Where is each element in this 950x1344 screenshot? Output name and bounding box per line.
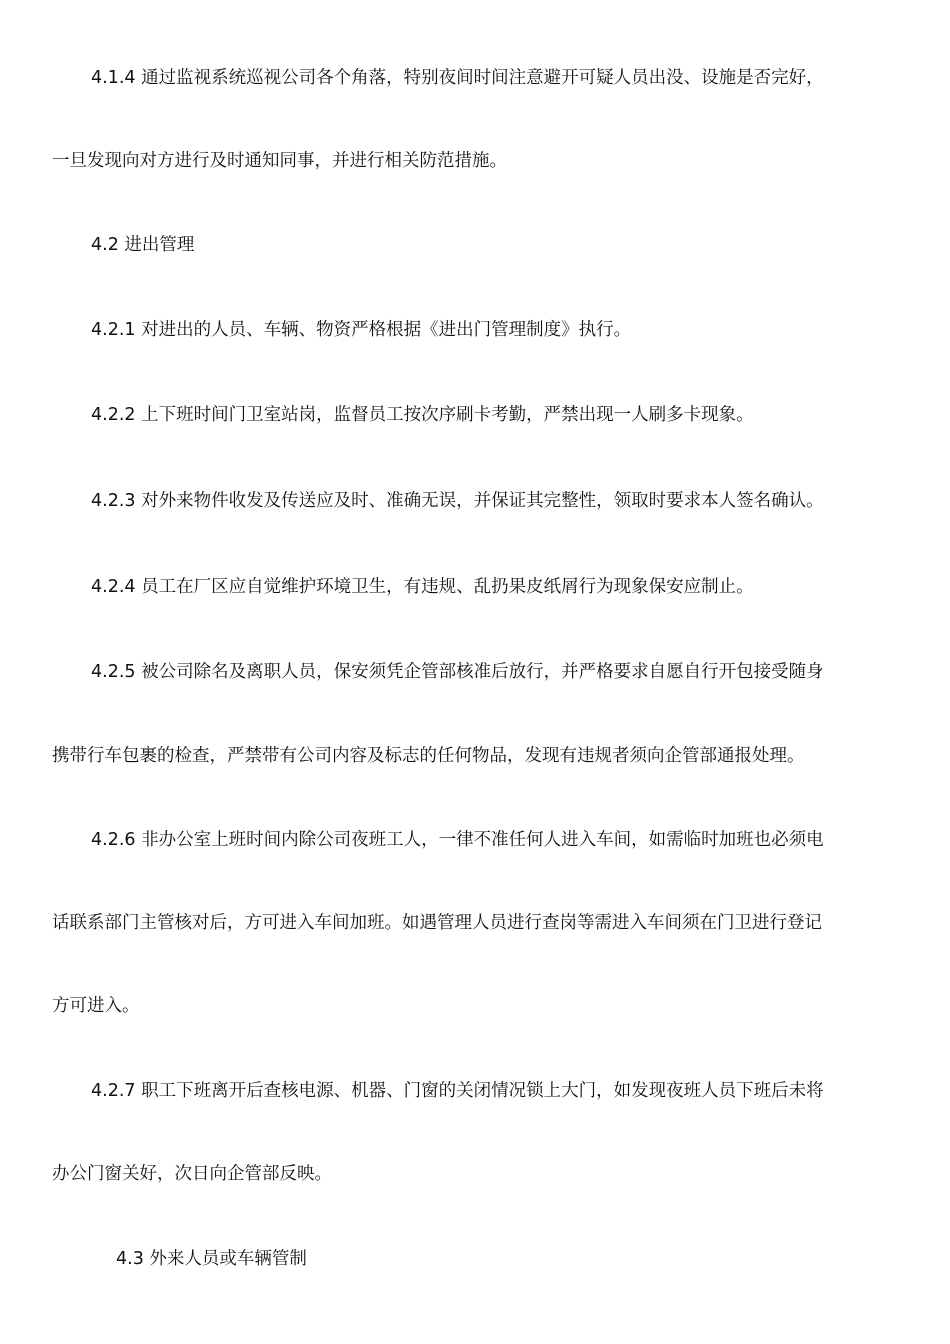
- paragraph-4-2-5-line-2: 携带行车包裹的检查，严禁带有公司内容及标志的任何物品，发现有违规者须向企管部通报处理。: [52, 746, 805, 766]
- paragraph-4-2-6-line-1: 4.2.6 非办公室上班时间内除公司夜班工人，一律不准任何人进入车间，如需临时加班也必须电: [91, 830, 824, 850]
- paragraph-4-2-7-line-1: 4.2.7 职工下班离开后查核电源、机器、门窗的关闭情况锁上大门，如发现夜班人员下班后未将: [91, 1081, 824, 1101]
- paragraph-4-2-1: 4.2.1 对进出的人员、车辆、物资严格根据《进出门管理制度》执行。: [91, 320, 632, 340]
- paragraph-4-2-5-line-1: 4.2.5 被公司除名及离职人员，保安须凭企管部核准后放行，并严格要求自愿自行开包接受随身: [91, 662, 824, 682]
- paragraph-4-2-6-line-3: 方可进入。: [52, 996, 140, 1016]
- paragraph-4-1-4-line-1: 4.1.4 通过监视系统巡视公司各个角落，特别夜间时间注意避开可疑人员出没、设施是否完好，: [91, 68, 824, 88]
- section-heading-4-3: 4.3 外来人员或车辆管制: [116, 1249, 307, 1269]
- section-heading-4-2: 4.2 进出管理: [91, 235, 195, 255]
- paragraph-4-2-4: 4.2.4 员工在厂区应自觉维护环境卫生，有违规、乱扔果皮纸屑行为现象保安应制止。: [91, 577, 754, 597]
- paragraph-4-2-3: 4.2.3 对外来物件收发及传送应及时、准确无误，并保证其完整性，领取时要求本人签名确认。: [91, 491, 824, 511]
- paragraph-4-2-2: 4.2.2 上下班时间门卫室站岗，监督员工按次序刷卡考勤，严禁出现一人刷多卡现象。: [91, 405, 754, 425]
- paragraph-4-2-6-line-2: 话联系部门主管核对后，方可进入车间加班。如遇管理人员进行查岗等需进入车间须在门卫进行登记: [52, 913, 822, 933]
- paragraph-4-2-7-line-2: 办公门窗关好，次日向企管部反映。: [52, 1164, 332, 1184]
- paragraph-4-1-4-line-2: 一旦发现向对方进行及时通知同事，并进行相关防范措施。: [52, 151, 507, 171]
